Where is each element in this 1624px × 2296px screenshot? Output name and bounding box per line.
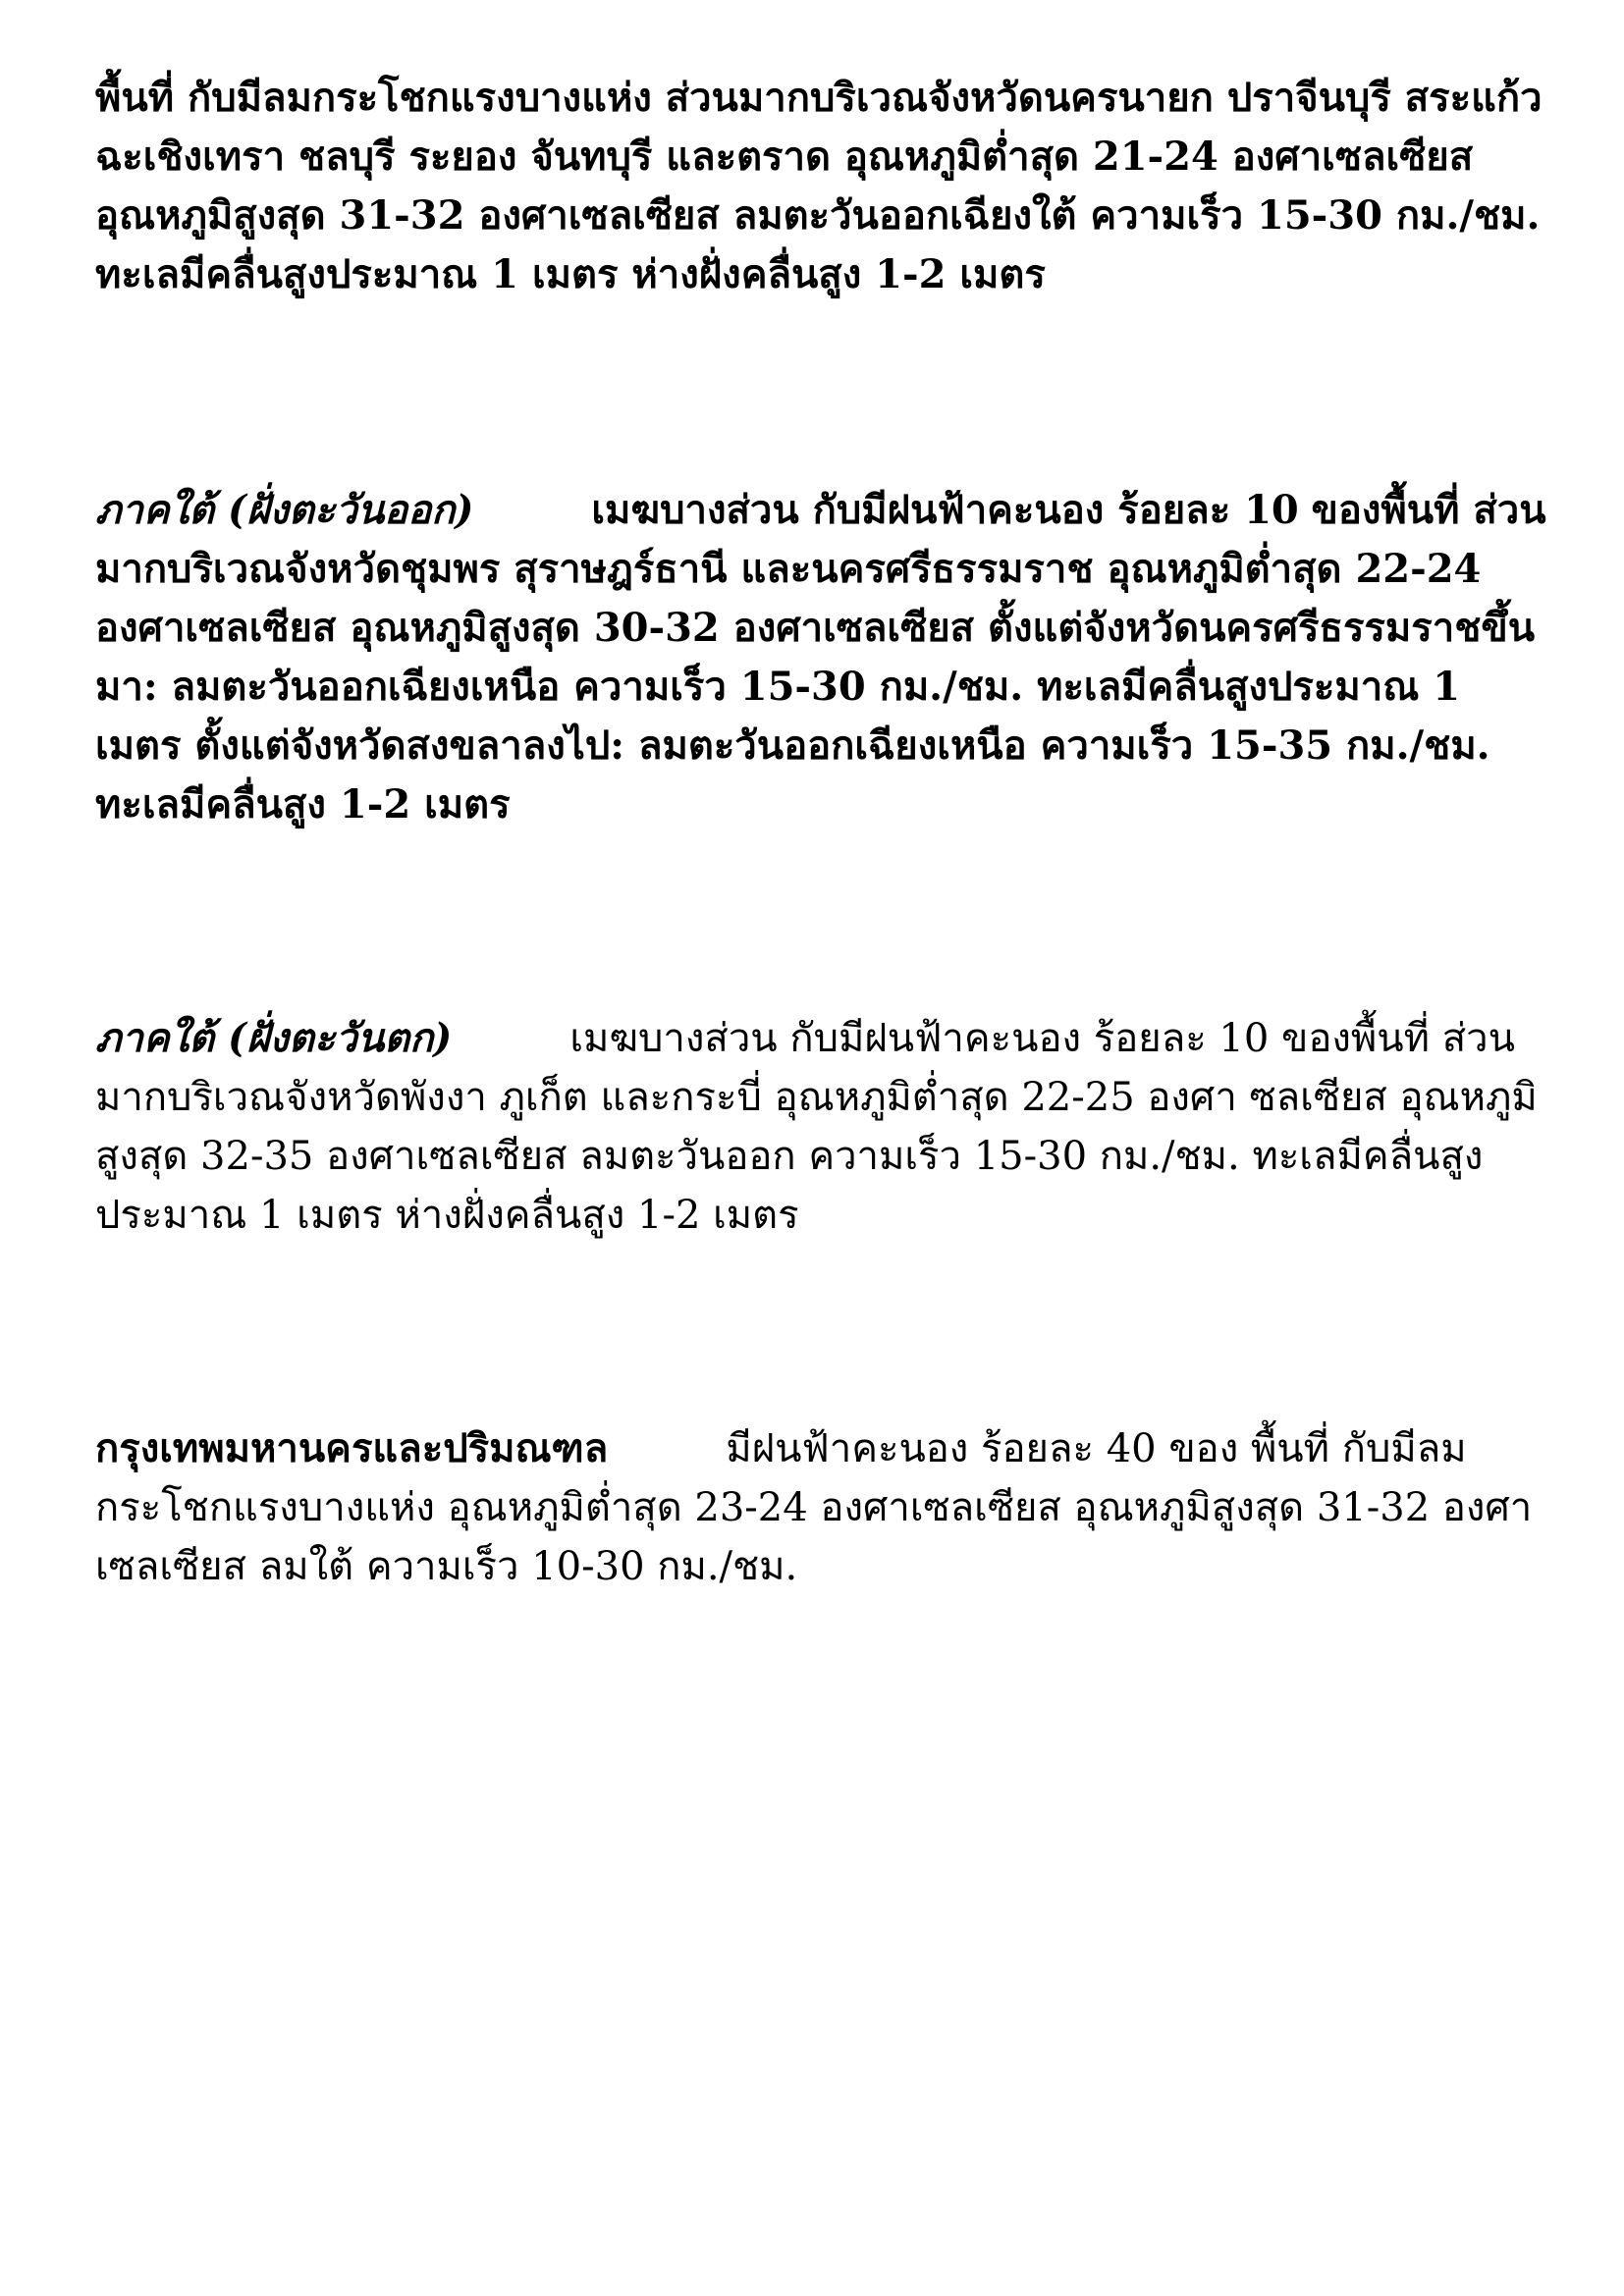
section-paragraph [95, 481, 1548, 834]
section-body: ของพื้นที่ ส่วนมากบริเวณจังหวัดชุมพร สุราษฎร์ธานี และนครศรีธรรมราช อุณหภูมิต่ำสุด 22-24 องศาเซลเซียส อุณหภูมิสูงสุด 30-32 องศาเซลเซียส ตั้งแต่จังหวัดนครศรีธรรมราชขึ้นมา: ลมตะวันออกเฉียงเหนือ ความเร็ว 15-30 กม./ชม. ทะเลมีคลื่นสูงประมาณ 1 เมตร ตั้งแต่จังหวัดสงขลาลงไป: ลมตะวันออกเฉียงเหนือ ความเร็ว 15-35 กม./ชม. ทะเลมีคลื่นสูง 1-2 เมตร [95, 487, 1546, 828]
section-lead: เมฆบางส่วน กับมีฝนฟ้าคะนอง ร้อยละ 10 [591, 487, 1299, 533]
intro-paragraph: พื้นที่ กับมีลมกระโชกแรงบางแห่ง ส่วนมากบริเวณจังหวัดนครนายก ปราจีนบุรี สระแก้ว ฉะเชิงเทรา ชลบุรี ระยอง จันทบุรี และตราด อุณหภูมิต่ำสุด 21-24 องศาเซลเซียส อุณหภูมิสูงสุด 31-32 องศาเซลเซียส ลมตะวันออกเฉียงใต้ ความเร็ว 15-30 กม./ชม. ทะเลมีคลื่นสูงประมาณ 1 เมตร ห่างฝั่งคลื่นสูง 1-2 เมตร [95, 75, 1543, 297]
section-paragraph [95, 1009, 1548, 1245]
region-title: ภาคใต้ (ฝั่งตะวันตก) [95, 1015, 453, 1061]
document-page [95, 69, 1548, 1596]
region-title: กรุงเทพมหานครและปริมณฑล [95, 1425, 609, 1471]
section-south-east [95, 481, 1548, 834]
region-title: ภาคใต้ (ฝั่งตะวันออก) [95, 487, 474, 533]
section-body: พื้นที่ กับมีลมกระโชกแรงบางแห่ง อุณหภูมิต่ำสุด 23-24 องศาเซลเซียส อุณหภูมิสูงสุด 31-32 องศาเซลเซียส ลมใต้ ความเร็ว 10-30 กม./ชม. [95, 1426, 1533, 1589]
section-lead: เมฆบางส่วน กับมีฝนฟ้าคะนอง ร้อยละ 10 [569, 1016, 1270, 1061]
section-paragraph [95, 1419, 1548, 1596]
section-lead: มีฝนฟ้าคะนอง ร้อยละ 40 ของ [726, 1426, 1239, 1471]
section-body: ของพื้นที่ ส่วนมากบริเวณจังหวัดพังงา ภูเก็ต และกระบี่ อุณหภูมิต่ำสุด 22-25 องศา ซลเซียส อุณหภูมิสูงสุด 32-35 องศาเซลเซียส ลมตะวันออก ความเร็ว 15-30 กม./ชม. ทะเลมีคลื่นสูงประมาณ 1 เมตร ห่างฝั่งคลื่นสูง 1-2 เมตร [95, 1016, 1538, 1238]
section-south-west [95, 1009, 1548, 1245]
section-bangkok [95, 1419, 1548, 1596]
